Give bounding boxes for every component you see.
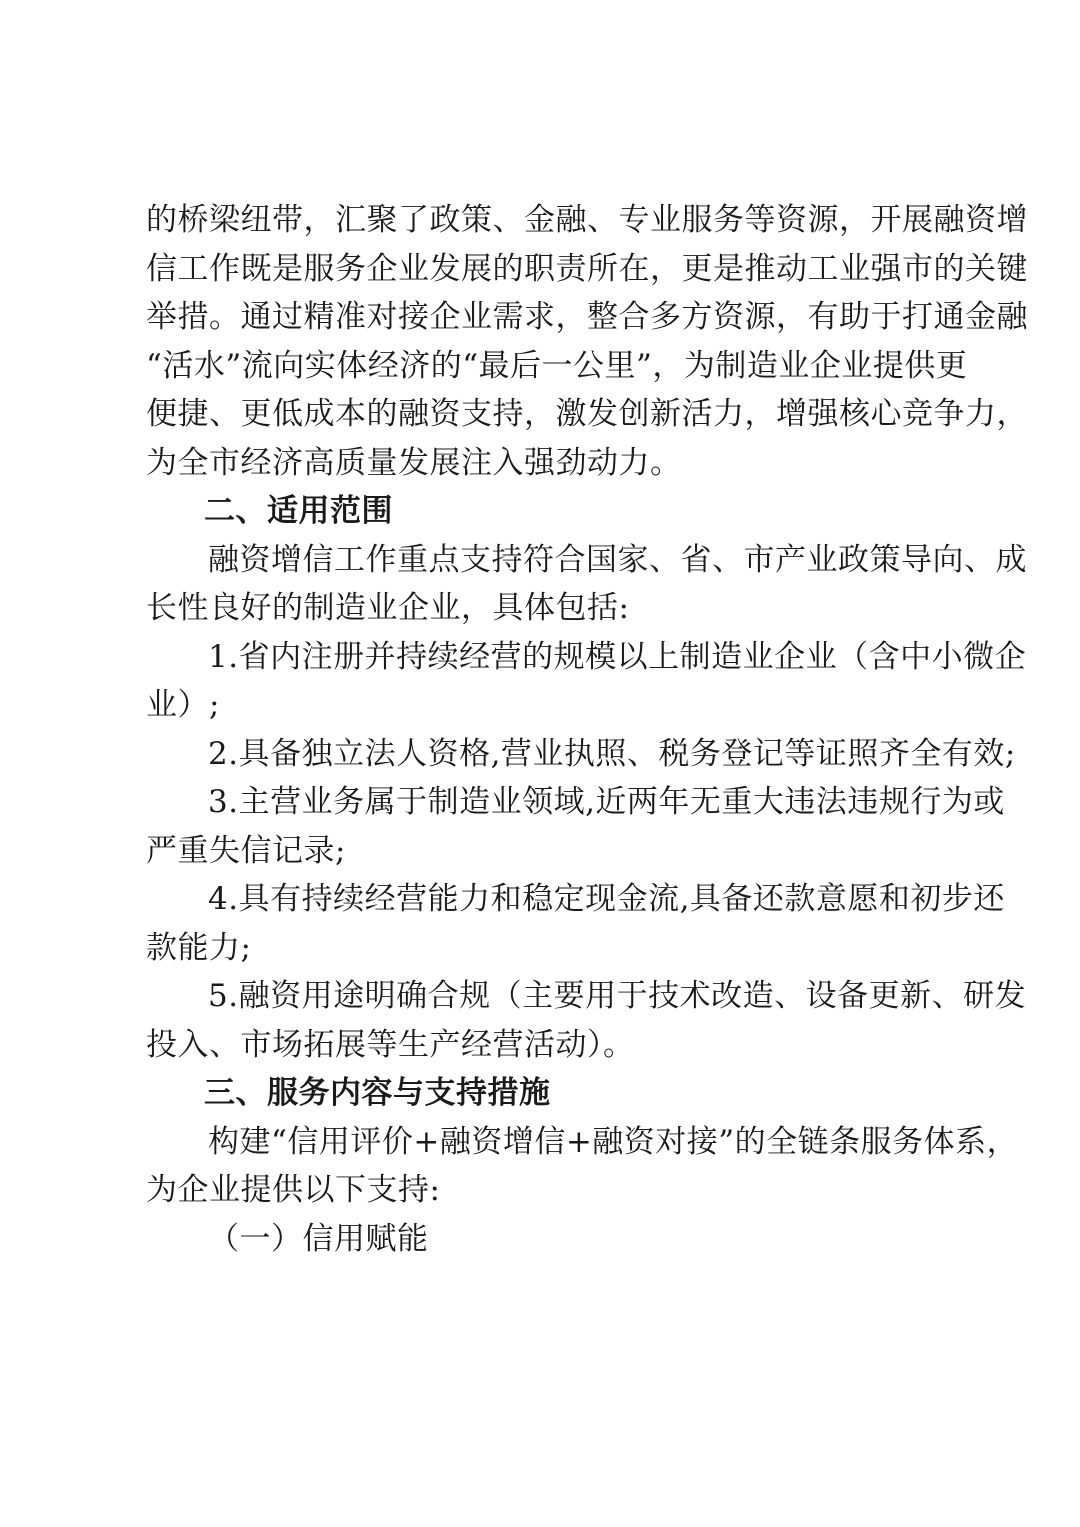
paragraph-scope-intro (146, 536, 1027, 633)
text-line: 业）; (146, 687, 220, 723)
list-item (146, 730, 1016, 779)
text-line: 5.融资用途明确合规（主要用于技术改造、设备更新、研发 (208, 978, 1027, 1014)
text-line: 1.省内注册并持续经营的规模以上制造业企业（含中小微企 (208, 638, 1027, 675)
paragraph-intro (146, 196, 1028, 487)
text-line: 便捷、更低成本的融资支持，激发创新活力，增强核心竞争力， (146, 396, 1028, 432)
list-item (146, 633, 1027, 730)
text-line: 4.具有持续经营能力和稳定现金流,具备还款意愿和初步还 (208, 881, 1005, 917)
text-line: 为企业提供以下支持: (146, 1172, 441, 1208)
text-line: “活水”流向实体经济的“最后一公里”，为制造业企业提供更 (146, 347, 968, 384)
text-line: 严重失信记录; (146, 832, 346, 869)
list-item (146, 875, 1005, 972)
text-line: 长性良好的制造业企业，具体包括: (146, 590, 630, 626)
text-line: 投入、市场拓展等生产经营活动）。 (146, 1026, 635, 1063)
text-line: 的桥梁纽带，汇聚了政策、金融、专业服务等资源，开展融资增 (146, 202, 1028, 238)
section-heading-services: 三、服务内容与支持措施 (204, 1075, 551, 1111)
text-line: 举措。通过精准对接企业需求，整合多方资源，有助于打通金融 (146, 299, 1028, 335)
text-line: 构建“信用评价+融资增信+融资对接”的全链条服务体系， (208, 1123, 1019, 1160)
text-line: 2.具备独立法人资格,营业执照、税务登记等证照齐全有效; (208, 735, 1016, 772)
text-line: 融资增信工作重点支持符合国家、省、市产业政策导向、成 (208, 541, 1027, 578)
text-line: 3.主营业务属于制造业领域,近两年无重大违法违规行为或 (208, 784, 1005, 820)
text-line: 为全市经济高质量发展注入强劲动力。 (146, 444, 682, 481)
paragraph-services-intro (146, 1118, 1019, 1215)
document-page (146, 196, 1028, 1263)
text-line: 款能力; (146, 929, 252, 966)
section-heading-scope: 二、适用范围 (204, 493, 393, 529)
text-line: 信工作既是服务企业发展的职责所在，更是推动工业强市的关键 (146, 250, 1028, 287)
list-item (146, 778, 1005, 875)
subsection-heading-credit: （一）信用赋能 (208, 1220, 429, 1257)
list-item (146, 972, 1027, 1069)
